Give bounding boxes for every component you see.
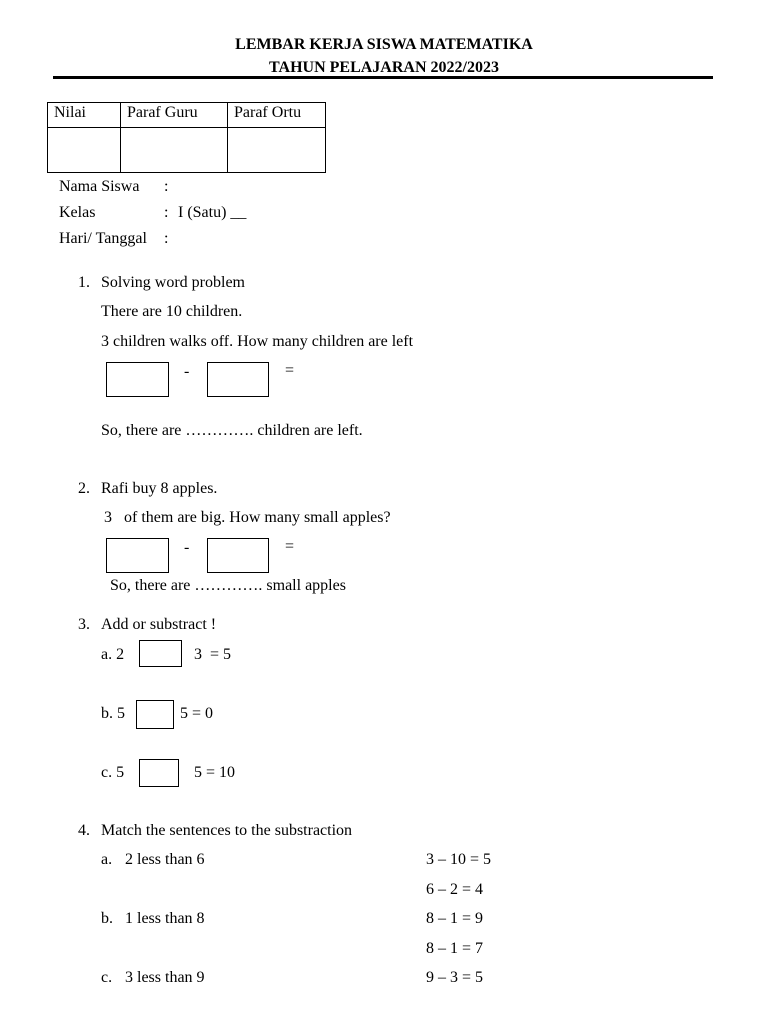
q3b-operator-box[interactable]: [136, 700, 174, 729]
q3b-label: b. 5: [101, 705, 125, 722]
q1-title: Solving word problem: [101, 274, 245, 291]
q4-equation-1: 3 – 10 = 5: [426, 851, 492, 868]
q2-answer-box-1[interactable]: [106, 538, 169, 573]
q3c-rest: 5 = 10: [194, 764, 236, 781]
q1-answer-sentence: So, there are …………. children are left.: [101, 422, 363, 439]
q1-answer-box-1[interactable]: [106, 362, 169, 397]
class-colon: :: [164, 204, 169, 221]
q3c-operator-box[interactable]: [139, 759, 179, 787]
q2-title: Rafi buy 8 apples.: [101, 480, 218, 497]
q2-number: 2.: [78, 480, 90, 497]
q1-answer-box-2[interactable]: [207, 362, 269, 397]
q3-number: 3.: [78, 616, 90, 633]
q4-equation-5: 9 – 3 = 5: [426, 969, 484, 986]
q2-line1: 3 of them are big. How many small apples?: [104, 509, 391, 526]
q3a-operator-box[interactable]: [139, 640, 182, 667]
name-label: Nama Siswa: [59, 178, 140, 195]
q2-minus: -: [184, 539, 190, 556]
signature-table: [47, 102, 326, 173]
q3a-rest: 3 = 5: [194, 646, 232, 663]
q4-equation-3: 8 – 1 = 9: [426, 910, 484, 927]
q1-equals: =: [285, 362, 295, 379]
paraf-guru-cell[interactable]: [121, 128, 228, 173]
q1-minus: -: [184, 363, 190, 380]
header-divider: [53, 76, 713, 79]
q4-number: 4.: [78, 822, 90, 839]
name-colon: :: [164, 178, 169, 195]
q4-equation-4: 8 – 1 = 7: [426, 940, 484, 957]
q4-title: Match the sentences to the substraction: [101, 822, 353, 839]
paraf-ortu-cell[interactable]: [228, 128, 326, 173]
q4a-letter: a.: [101, 851, 113, 868]
class-label: Kelas: [59, 204, 96, 221]
q3b-rest: 5 = 0: [180, 705, 214, 722]
nilai-cell[interactable]: [48, 128, 121, 173]
q3c-label: c. 5: [101, 764, 125, 781]
q2-equals: =: [285, 538, 295, 555]
q3a-label: a. 2: [101, 646, 125, 663]
q2-answer-box-2[interactable]: [207, 538, 269, 573]
q1-number: 1.: [78, 274, 90, 291]
q1-line2: 3 children walks off. How many children are left: [101, 333, 414, 350]
q4a-sentence: 2 less than 6: [125, 851, 205, 868]
date-label: Hari/ Tanggal: [59, 230, 147, 247]
q3-title: Add or substract !: [101, 616, 217, 633]
q4-equation-2: 6 – 2 = 4: [426, 881, 484, 898]
paraf-ortu-header: Paraf Ortu: [228, 103, 326, 128]
school-year-title: TAHUN PELAJARAN 2022/2023: [269, 59, 499, 76]
q4b-sentence: 1 less than 8: [125, 910, 205, 927]
q4c-letter: c.: [101, 969, 113, 986]
paraf-guru-header: Paraf Guru: [121, 103, 228, 128]
class-value: I (Satu) __: [178, 204, 247, 221]
q4b-letter: b.: [101, 910, 113, 927]
worksheet-title: LEMBAR KERJA SISWA MATEMATIKA: [235, 36, 533, 53]
nilai-header: Nilai: [48, 103, 121, 128]
q1-line1: There are 10 children.: [101, 303, 243, 320]
date-colon: :: [164, 230, 169, 247]
q2-answer-sentence: So, there are …………. small apples: [110, 577, 346, 594]
q4c-sentence: 3 less than 9: [125, 969, 205, 986]
